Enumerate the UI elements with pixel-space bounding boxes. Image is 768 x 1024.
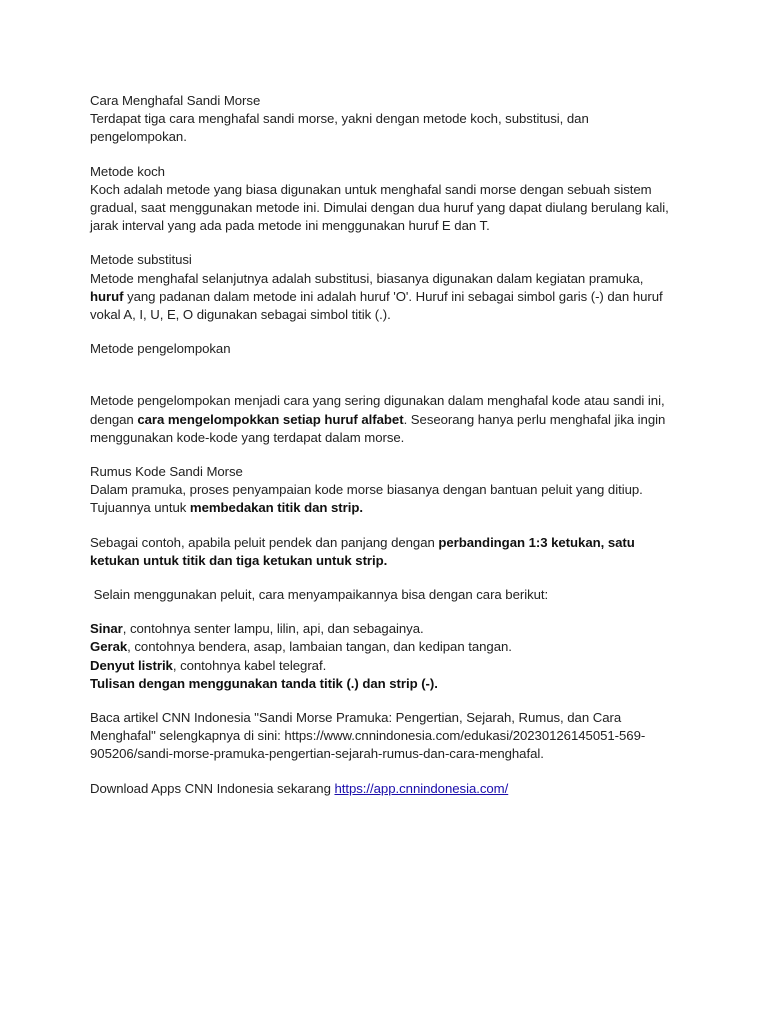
list-item [90, 638, 708, 656]
paragraph-baca-artikel [90, 709, 708, 764]
section-title-metode-pengelompokan: Metode pengelompokan [90, 341, 231, 357]
text-line [90, 411, 708, 429]
text-span: Tujuannya untuk [90, 500, 190, 516]
bold-text: cara mengelompokkan setiap huruf alfabet [137, 411, 404, 427]
list-item [90, 675, 708, 693]
text-span: , contohnya kabel telegraf. [172, 657, 327, 673]
bold-text: Gerak [90, 639, 128, 655]
text-line: pengelompokan. [90, 129, 187, 145]
text-line [90, 780, 708, 798]
text-line: Metode pengelompokan menjadi cara yang sering digunakan dalam menghafal kode atau sandi ini, [90, 393, 665, 409]
text-line [90, 534, 708, 552]
paragraph-contoh [90, 534, 708, 570]
text-line [90, 552, 708, 570]
paragraph-selain [90, 586, 708, 604]
paragraph-intro [90, 92, 708, 147]
paragraph-metode-pengelompokan-title [90, 340, 708, 358]
bold-text: Denyut listrik [90, 657, 173, 673]
section-title-rumus-kode: Rumus Kode Sandi Morse [90, 464, 243, 480]
text-span: , contohnya bendera, asap, lambaian tangan, dan kedipan tangan. [127, 639, 512, 655]
bold-text: membedakan titik dan strip. [189, 500, 363, 516]
text-span: dengan [90, 411, 138, 427]
section-title-cara-menghafal: Cara Menghafal Sandi Morse [90, 93, 261, 108]
text-line: Dalam pramuka, proses penyampaian kode morse biasanya dengan bantuan peluit yang ditiup. [90, 482, 643, 498]
text-span: Download Apps CNN Indonesia sekarang [90, 780, 335, 796]
bold-text: Tulisan dengan menggunakan tanda titik (.) dan strip (-). [90, 675, 438, 691]
text-line: 905206/sandi-morse-pramuka-pengertian-sejarah-rumus-dan-cara-menghafal. [90, 746, 544, 762]
list-item [90, 657, 708, 675]
text-line: Baca artikel CNN Indonesia "Sandi Morse Pramuka: Pengertian, Sejarah, Rumus, dan Cara [90, 710, 622, 726]
paragraph-metode-pengelompokan [90, 392, 708, 447]
text-line: vokal A, I, U, E, O digunakan sebagai simbol titik (.). [90, 307, 391, 323]
bold-text: Sinar [90, 621, 123, 637]
paragraph-cara-list [90, 620, 708, 693]
paragraph-metode-substitusi [90, 251, 708, 324]
bold-text: huruf [90, 288, 124, 304]
section-title-metode-koch: Metode koch [90, 163, 165, 179]
paragraph-rumus-kode [90, 463, 708, 518]
bold-text: perbandingan 1:3 ketukan, satu [438, 534, 635, 550]
text-line [90, 288, 708, 306]
text-line: Menghafal" selengkapnya di sini: https://www.cnnindonesia.com/edukasi/20230126145051-569- [90, 728, 646, 744]
paragraph-metode-koch [90, 163, 708, 236]
text-line: menggunakan kode-kode yang terdapat dalam morse. [90, 429, 405, 445]
text-line: gradual, saat menggunakan metode ini. Dimulai dengan dua huruf yang dapat diulang berulang kali, [90, 200, 669, 216]
list-item [90, 620, 708, 638]
text-span: yang padanan dalam metode ini adalah huruf 'O'. Huruf ini sebagai simbol garis (-) dan huruf [123, 288, 663, 304]
text-line: Metode menghafal selanjutnya adalah substitusi, biasanya digunakan dalam kegiatan pramuka, [90, 270, 644, 286]
text-line [90, 499, 708, 517]
text-span: . Seseorang hanya perlu menghafal jika ingin [403, 411, 666, 427]
app-download-link[interactable]: https://app.cnnindonesia.com/ [334, 780, 509, 796]
text-line: Terdapat tiga cara menghafal sandi morse, yakni dengan metode koch, substitusi, dan [90, 111, 589, 127]
text-span: Sebagai contoh, apabila peluit pendek dan panjang dengan [90, 534, 439, 550]
section-title-metode-substitusi: Metode substitusi [90, 252, 192, 268]
paragraph-download-apps [90, 780, 708, 798]
text-line: jarak interval yang ada pada metode ini menggunakan huruf E dan T. [90, 218, 490, 234]
bold-text: ketukan untuk titik dan tiga ketukan untuk strip. [90, 552, 388, 568]
text-span: , contohnya senter lampu, lilin, api, dan sebagainya. [122, 621, 424, 637]
text-line: Selain menggunakan peluit, cara menyampaikannya bisa dengan cara berikut: [90, 587, 549, 603]
text-line: Koch adalah metode yang biasa digunakan untuk menghafal sandi morse dengan sebuah sistem [90, 181, 652, 197]
